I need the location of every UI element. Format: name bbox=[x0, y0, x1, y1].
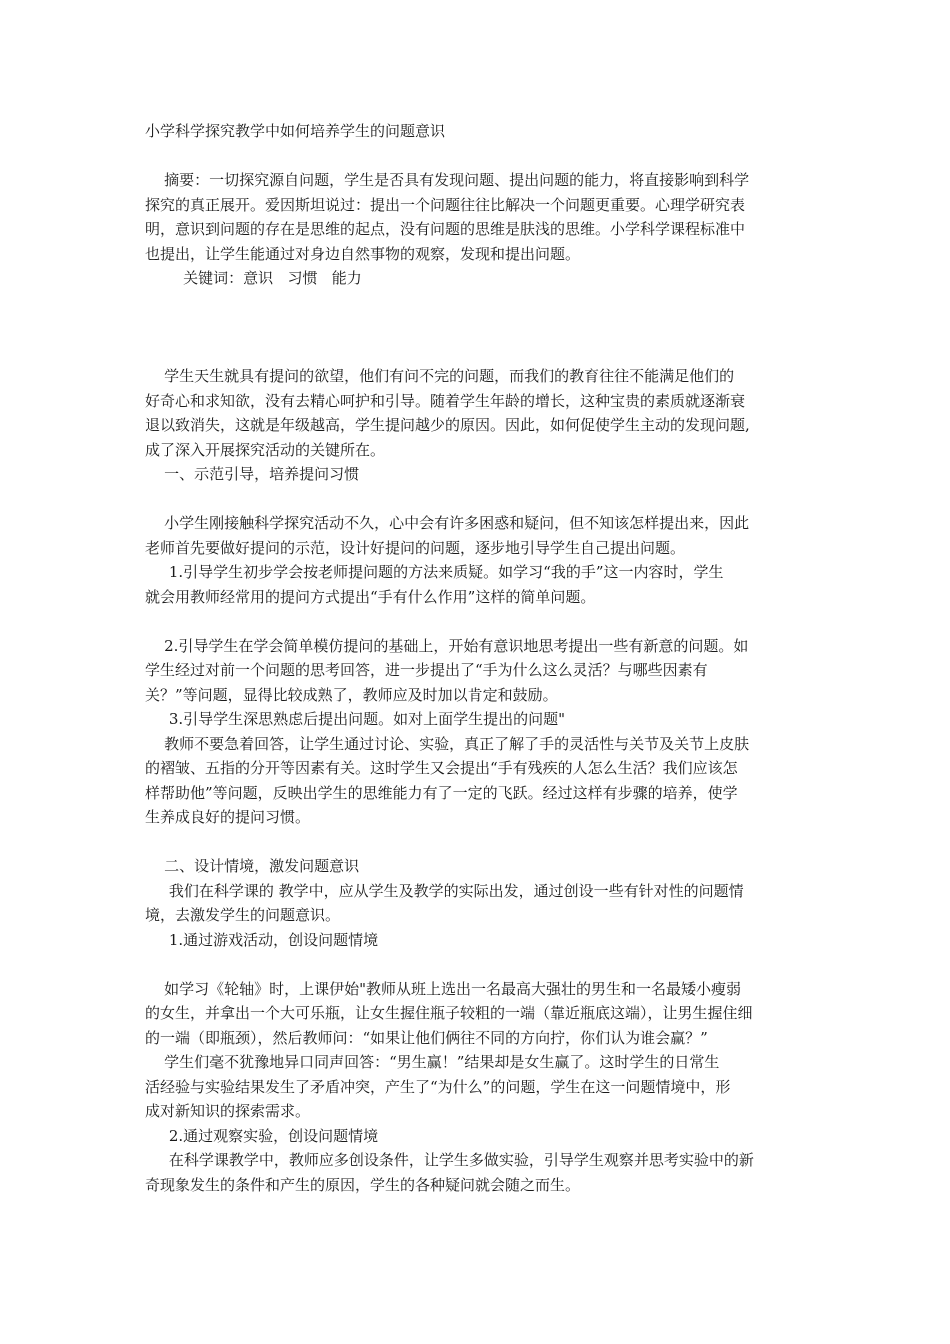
section2-intro-line: 我们在科学课的 教学中，应从学生及教学的实际出发，通过创设一些有针对性的问题情 bbox=[145, 881, 744, 900]
spacer bbox=[145, 144, 807, 169]
document-page bbox=[145, 119, 807, 1197]
spacer bbox=[145, 340, 807, 365]
sub2-paragraph bbox=[145, 1148, 807, 1197]
sub1-para2-line: 成对新知识的探索需求。 bbox=[145, 1102, 311, 1120]
item-3 bbox=[145, 707, 807, 830]
section1-intro-line: 小学生刚接触科学探究活动不久，心中会有许多困惑和疑问，但不知该怎样提出来，因此 bbox=[145, 514, 750, 532]
item2-line: 关？”等问题，显得比较成熟了，教师应及时加以肯定和鼓励。 bbox=[145, 685, 558, 704]
abstract-line: 明，意识到问题的存在是思维的起点，没有问题的思维是肤浅的思维。小学科学课程标准中 bbox=[145, 220, 746, 238]
intro-line: 学生天生就具有提问的欲望，他们有问不完的问题，而我们的教育往往不能满足他们的 bbox=[145, 367, 735, 385]
intro-line: 退以致消失，这就是年级越高，学生提问越少的原因。因此，如何促使学生主动的发现问题, bbox=[145, 416, 750, 434]
sub1-para2-line: 学生们毫不犹豫地异口同声回答：“男生赢！”结果却是女生赢了。这时学生的日常生 bbox=[145, 1053, 720, 1071]
sub1-paragraph-1 bbox=[145, 977, 807, 1051]
item1-line: 1.引导学生初步学会按老师提问题的方法来质疑。如学习“我的手”这一内容时，学生 bbox=[145, 563, 724, 581]
sub2-para-line: 在科学课教学中，教师应多创设条件，让学生多做实验，引导学生观察并思考实验中的新 bbox=[145, 1151, 754, 1169]
item3-line: 3.引导学生深思熟虑后提出问题。如对上面学生提出的问题" bbox=[145, 710, 566, 728]
intro-line: 好奇心和求知欲，没有去精心呵护和引导。随着学生年龄的增长，这种宝贵的素质就逐渐衰 bbox=[145, 391, 746, 410]
spacer bbox=[145, 609, 807, 634]
section-heading-1: 一、示范引导，培养提问习惯 bbox=[145, 465, 360, 483]
sub1-para1-line: 如学习《轮轴》时，上课伊始"教师从班上选出一名最高大强壮的男生和一名最矮小瘦弱 bbox=[145, 979, 741, 998]
spacer bbox=[145, 291, 807, 340]
item3-line: 教师不要急着回答，让学生通过讨论、实验，真正了解了手的灵活性与关节及关节上皮肤 bbox=[145, 734, 750, 753]
spacer bbox=[145, 487, 807, 512]
section1-intro bbox=[145, 511, 807, 560]
subsection-heading-2: 2.通过观察实验，创设问题情境 bbox=[145, 1126, 379, 1145]
sub2-para-line: 奇现象发生的条件和产生的原因，学生的各种疑问就会随之而生。 bbox=[145, 1175, 581, 1194]
item-2 bbox=[145, 634, 807, 708]
document-title: 小学科学探究教学中如何培养学生的问题意识 bbox=[145, 122, 446, 140]
abstract bbox=[145, 168, 807, 266]
abstract-line: 也提出，让学生能通过对身边自然事物的观察，发现和提出问题。 bbox=[145, 244, 581, 263]
spacer bbox=[145, 830, 807, 855]
section2-intro-line: 境，去激发学生的问题意识。 bbox=[145, 906, 341, 924]
intro-paragraph bbox=[145, 364, 807, 462]
section2-intro bbox=[145, 879, 807, 928]
item-1 bbox=[145, 560, 807, 609]
spacer bbox=[145, 952, 807, 977]
sub1-para1-line: 的一端（即瓶颈），然后教师问：“如果让他们俩往不同的方向拧，你们认为谁会赢？” bbox=[145, 1028, 708, 1047]
item2-line: 学生经过对前一个问题的思考回答，进一步提出了“手为什么这么灵活？与哪些因素有 bbox=[145, 661, 708, 679]
subsection-heading-1: 1.通过游戏活动，创设问题情境 bbox=[145, 930, 379, 949]
item3-line: 样帮助他”等问题，反映出学生的思维能力有了一定的飞跃。经过这样有步骤的培养，使学 bbox=[145, 783, 738, 802]
keywords: 关键词：意识 习惯 能力 bbox=[145, 269, 362, 287]
intro-line: 成了深入开展探究活动的关键所在。 bbox=[145, 440, 386, 459]
item1-line: 就会用教师经常用的提问方式提出“手有什么作用”这样的简单问题。 bbox=[145, 587, 596, 606]
sub1-para1-line: 的女生，并拿出一个大可乐瓶，让女生握住瓶子较粗的一端（靠近瓶底这端），让男生握住细 bbox=[145, 1004, 753, 1022]
sub1-paragraph-2 bbox=[145, 1050, 807, 1124]
abstract-line: 探究的真正展开。爱因斯坦说过：提出一个问题往往比解决一个问题更重要。心理学研究表 bbox=[145, 195, 746, 214]
item2-line: 2.引导学生在学会简单模仿提问的基础上，开始有意识地思考提出一些有新意的问题。如 bbox=[145, 636, 749, 655]
section-heading-2: 二、设计情境，激发问题意识 bbox=[145, 857, 360, 875]
item3-line: 生养成良好的提问习惯。 bbox=[145, 808, 311, 826]
item3-line: 的褶皱、五指的分开等因素有关。这时学生又会提出“手有残疾的人怎么生活？我们应该怎 bbox=[145, 759, 738, 777]
sub1-para2-line: 活经验与实验结果发生了矛盾冲突，产生了“为什么”的问题，学生在这一问题情境中，形 bbox=[145, 1077, 731, 1096]
section1-intro-line: 老师首先要做好提问的示范，设计好提问的问题，逐步地引导学生自己提出问题。 bbox=[145, 538, 686, 557]
abstract-line: 摘要：一切探究源自问题，学生是否具有发现问题、提出问题的能力，将直接影响到科学 bbox=[145, 171, 750, 189]
